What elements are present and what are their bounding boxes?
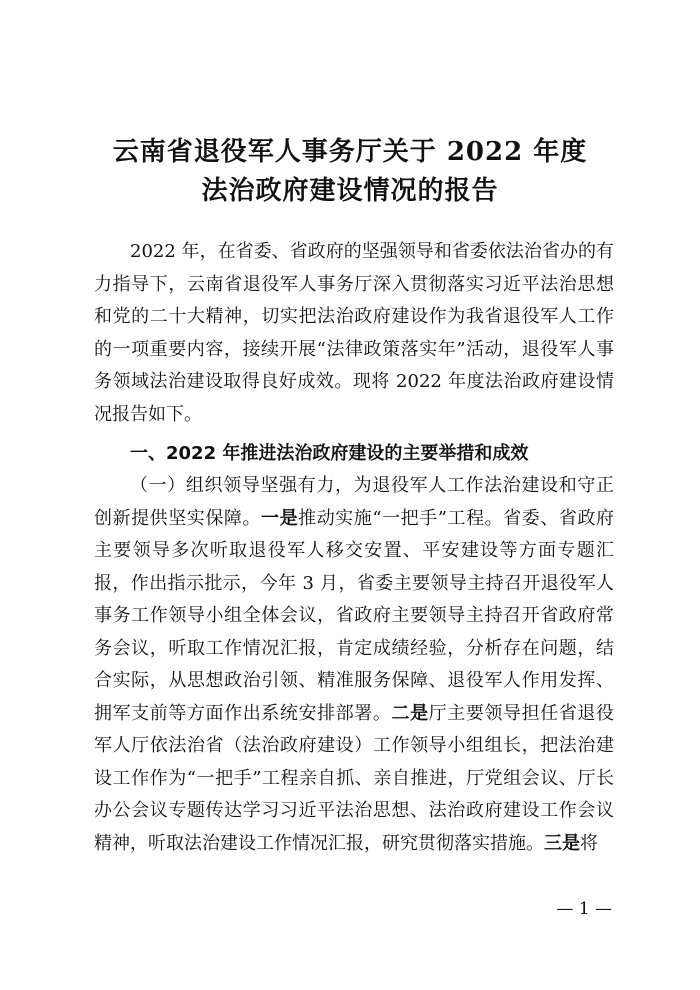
- point-1-text: 推动实施“一把手”工程。省委、省政府主要领导多次听取退役军人移交安置、平安建设等方面专题汇报，作出指示批示，今年 3 月，省委主要领导主持召开退役军人事务工作领导小组全体会议，省政府主要领导主持召开省政府常务会议，听取工作情况汇报，肯定成绩经验，分析存在问题，结合实际，从思想政治引领、精准服务保障、退役军人作用发挥、拥军支前等方面作出系统安排部署。: [94, 507, 615, 724]
- intro-paragraph: 2022 年，在省委、省政府的坚强领导和省委依法治省办的有力指导下，云南省退役军人事务厅深入贯彻落实习近平法治思想和党的二十大精神，切实把法治政府建设作为我省退役军人工作的一项重要内容，接续开展“法律政策落实年”活动，退役军人事务领域法治建设取得良好成效。现将 2022 年度法治政府建设情况报告如下。: [94, 241, 614, 425]
- point-1-label: 一是: [261, 507, 299, 529]
- point-2-text: 厅主要领导担任省退役军人厅依法治省（法治政府建设）工作领导小组组长，把法治建设工作作为“一把手”工程亲自抓、亲自推进，厅党组会议、厅长办公会议专题传达学习习近平法治思想、法治政府建设工作会议精神，听取法治建设工作情况汇报，研究贯彻落实措施。: [94, 702, 615, 854]
- point-3-label: 三是: [544, 832, 580, 854]
- section-heading-1: 一、2022 年推进法治政府建设的主要举措和成效: [130, 443, 529, 464]
- document-title-line-2: 法治政府建设情况的报告: [201, 176, 499, 206]
- point-3-text: 将: [580, 832, 598, 854]
- point-2-label: 二是: [391, 702, 429, 724]
- subsection-heading-1: （一）组织领导坚强有力，为退役军人工作法治建设和守正创新提供坚实保障。: [94, 475, 614, 529]
- page-number: — 1 —: [556, 899, 612, 919]
- document-title-line-1: 云南省退役军人事务厅关于 2022 年度: [112, 137, 588, 167]
- subsection-paragraph-1: [94, 470, 614, 860]
